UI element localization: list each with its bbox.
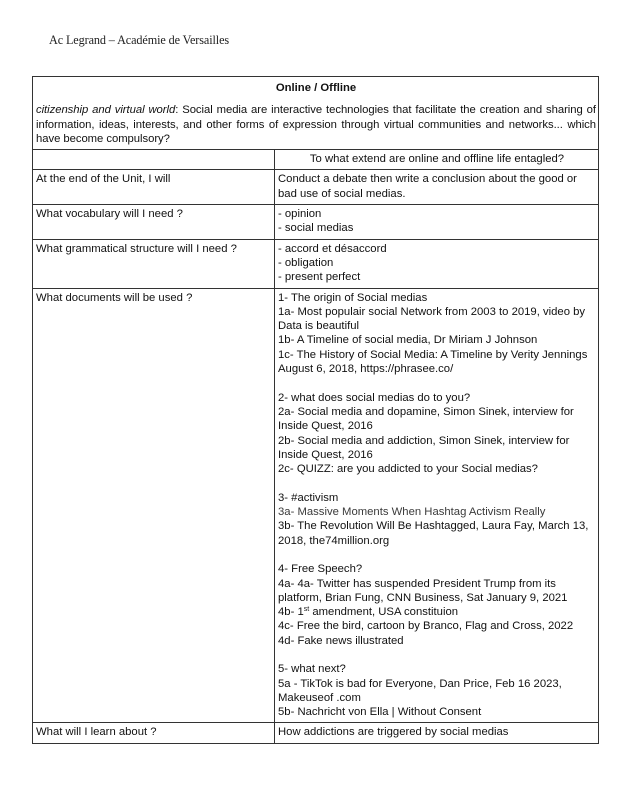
spacer	[278, 548, 596, 562]
table-row	[33, 170, 599, 205]
spacer	[278, 476, 596, 490]
document-item: 2a- Social media and dopamine, Simon Sinek, interview for Inside Quest, 2016	[278, 405, 574, 433]
intro-theme: citizenship and virtual world	[36, 104, 176, 117]
document-item: 4d- Fake news illustrated	[278, 634, 404, 647]
table-row	[33, 723, 599, 743]
row-value	[275, 205, 599, 240]
intro-text: : Social media are interactive technologies that facilitate the creation and sharing of information, ideas, interests, and other forms of expression through virtual communities and networks... which have become compulsory?	[36, 104, 596, 145]
document-item: 5b- Nachricht von Ella | Without Consent	[278, 706, 482, 719]
item-prefix: 4b- 1	[278, 606, 304, 619]
document-item	[278, 605, 596, 619]
grammar-item: - present perfect	[278, 271, 361, 284]
row-label: What vocabulary will I need ?	[33, 205, 275, 240]
section-heading: 5- what next?	[278, 663, 346, 676]
document-item: 3b- The Revolution Will Be Hashtagged, Laura Fay, March 13, 2018, the74million.org	[278, 520, 589, 547]
spacer	[278, 648, 596, 662]
section-heading: 2- what does social medias do to you?	[278, 391, 471, 404]
table-row	[33, 239, 599, 288]
intro-row	[33, 95, 599, 149]
document-item: 5a - TikTok is bad for Everyone, Dan Price, Feb 16 2023, Makeuseof .com	[278, 677, 562, 704]
unit-intro	[33, 95, 599, 149]
documents-list	[275, 288, 599, 723]
problematic-question: To what extend are online and offline life entagled?	[275, 150, 599, 170]
document-item: 4c- Free the bird, cartoon by Branco, Flag and Cross, 2022	[278, 620, 574, 633]
document-item: 1b- A Timeline of social media, Dr Miriam J Johnson	[278, 334, 538, 347]
document-item: 1c- The History of Social Media: A Timeline by Verity Jennings August 6, 2018, https://phrasee.co/	[278, 348, 588, 376]
row-value	[275, 239, 599, 288]
vocabulary-item: - opinion	[278, 208, 322, 221]
row-label: What grammatical structure will I need ?	[33, 239, 275, 288]
document-header: Ac Legrand – Académie de Versailles	[49, 33, 230, 47]
row-label: At the end of the Unit, I will	[33, 170, 275, 205]
document-item: 2b- Social media and addiction, Simon Sinek, interview for Inside Quest, 2016	[278, 434, 570, 461]
section-heading: 1- The origin of Social medias	[278, 291, 428, 304]
table-row	[33, 288, 599, 723]
ordinal-superscript: st	[303, 606, 310, 614]
row-label: What will I learn about ?	[33, 723, 275, 743]
item-suffix: amendment, USA constituion	[309, 606, 459, 619]
question-row	[33, 150, 599, 170]
empty-cell	[33, 150, 275, 170]
unit-plan-table	[32, 76, 599, 744]
unit-title: Online / Offline	[33, 77, 599, 96]
row-label: What documents will be used ?	[33, 288, 275, 723]
grammar-item: - accord et désaccord	[278, 242, 387, 255]
row-value: Conduct a debate then write a conclusion about the good or bad use of social medias.	[275, 170, 599, 205]
table-row	[33, 205, 599, 240]
section-heading: 4- Free Speech?	[278, 563, 363, 576]
document-item: 1a- Most populair social Network from 2003 to 2019, video by Data is beautiful	[278, 305, 586, 333]
grammar-item: - obligation	[278, 256, 334, 269]
spacer	[278, 376, 596, 390]
document-item: 2c- QUIZZ: are you addicted to your Social medias?	[278, 463, 538, 476]
section-heading: 3- #activism	[278, 491, 339, 504]
title-row	[33, 77, 599, 96]
document-item: 3a- Massive Moments When Hashtag Activism Really	[278, 506, 546, 519]
row-value: How addictions are triggered by social medias	[275, 723, 599, 743]
document-item: 4a- 4a- Twitter has suspended President Trump from its platform, Brian Fung, CNN Business, Sat January 9, 2021	[278, 577, 568, 604]
vocabulary-item: - social medias	[278, 222, 354, 235]
